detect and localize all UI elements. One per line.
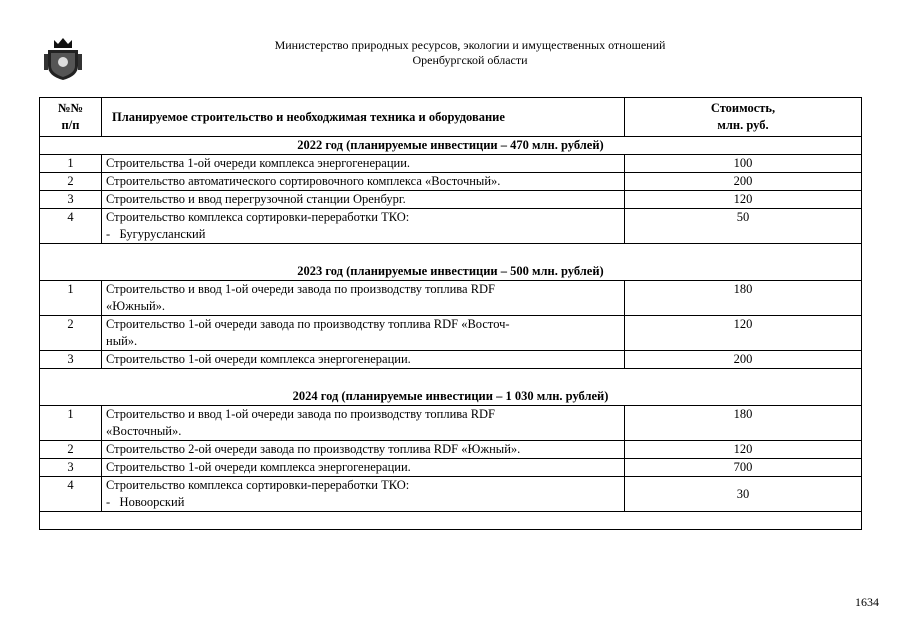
row-number: 3 (40, 351, 102, 369)
row-cost: 30 (625, 477, 862, 512)
ministry-name: Министерство природных ресурсов, экологии и имущественных отношений (274, 38, 666, 52)
row-text-line: - Новоорский (106, 495, 185, 509)
row-cost: 180 (625, 406, 862, 441)
row-text-line: Строительство 2-ой очереди завода по производству топлива RDF «Южный». (106, 442, 521, 456)
row-text-line: «Южный». (106, 299, 166, 313)
table-row (40, 173, 862, 191)
table-row (40, 441, 862, 459)
row-number: 1 (40, 281, 102, 316)
section-title: 2022 год (планируемые инвестиции – 470 млн. рублей) (40, 137, 862, 155)
row-description (102, 406, 625, 441)
col-cost-header-line1: Стоимость, (710, 101, 776, 115)
row-description (102, 191, 625, 209)
row-text-line: «Восточный». (106, 424, 182, 438)
empty-row (40, 512, 862, 530)
row-cost: 180 (625, 281, 862, 316)
col-title-header: Планируемое строительство и необходжимая техника и оборудование (102, 98, 625, 137)
table-header-row (40, 98, 862, 137)
table-row (40, 406, 862, 441)
row-description (102, 281, 625, 316)
row-text-line: ный». (106, 334, 138, 348)
row-description (102, 316, 625, 351)
row-number: 3 (40, 191, 102, 209)
row-description (102, 441, 625, 459)
col-cost-header (625, 98, 862, 137)
row-number: 1 (40, 406, 102, 441)
row-cost: 120 (625, 441, 862, 459)
col-number-header-line1: №№ (57, 101, 84, 115)
row-text-line: - Бугурусланский (106, 227, 206, 241)
row-text-line: Строительства 1-ой очереди комплекса энергогенерации. (106, 156, 411, 170)
row-text-line: Строительство 1-ой очереди комплекса энергогенерации. (106, 460, 411, 474)
row-text-line: Строительство и ввод 1-ой очереди завода по производству топлива RDF (106, 282, 496, 296)
col-cost-header-line2: млн. руб. (717, 118, 769, 132)
region-name: Оренбургской области (412, 53, 528, 67)
row-description (102, 173, 625, 191)
table-row (40, 155, 862, 173)
section-row (40, 369, 862, 406)
table-row (40, 209, 862, 244)
table-row (40, 459, 862, 477)
section-row (40, 137, 862, 155)
row-cost: 100 (625, 155, 862, 173)
row-description (102, 459, 625, 477)
row-text-line: Строительство комплекса сортировки-переработки ТКО: (106, 478, 410, 492)
page-number: 1634 (855, 595, 879, 609)
row-number: 4 (40, 477, 102, 512)
empty-cell (40, 512, 862, 530)
row-cost: 700 (625, 459, 862, 477)
coat-of-arms-icon (44, 36, 82, 80)
table-row (40, 477, 862, 512)
row-text-line: Строительство 1-ой очереди завода по производству топлива RDF «Восточ- (106, 317, 510, 331)
section-title: 2024 год (планируемые инвестиции – 1 030 млн. рублей) (40, 369, 862, 406)
row-cost: 120 (625, 191, 862, 209)
row-number: 2 (40, 173, 102, 191)
row-number: 1 (40, 155, 102, 173)
row-number: 3 (40, 459, 102, 477)
row-description (102, 155, 625, 173)
section-row (40, 244, 862, 281)
row-text-line: Строительство комплекса сортировки-переработки ТКО: (106, 210, 410, 224)
row-text-line: Строительство и ввод перегрузочной станции Оренбург. (106, 192, 406, 206)
row-cost: 120 (625, 316, 862, 351)
ministry-header (160, 38, 780, 68)
row-number: 2 (40, 316, 102, 351)
table-row (40, 281, 862, 316)
row-description (102, 209, 625, 244)
row-description (102, 351, 625, 369)
row-number: 2 (40, 441, 102, 459)
row-text-line: Строительство автоматического сортировочного комплекса «Восточный». (106, 174, 501, 188)
section-title: 2023 год (планируемые инвестиции – 500 млн. рублей) (40, 244, 862, 281)
row-number: 4 (40, 209, 102, 244)
row-text-line: Строительство и ввод 1-ой очереди завода по производству топлива RDF (106, 407, 496, 421)
col-number-header-line2: п/п (61, 118, 80, 132)
row-cost: 200 (625, 351, 862, 369)
investment-table (39, 97, 862, 530)
row-cost: 50 (625, 209, 862, 244)
table-row (40, 316, 862, 351)
row-description (102, 477, 625, 512)
row-text-line: Строительство 1-ой очереди комплекса энергогенерации. (106, 352, 411, 366)
table-row (40, 351, 862, 369)
table-row (40, 191, 862, 209)
row-cost: 200 (625, 173, 862, 191)
col-number-header (40, 98, 102, 137)
